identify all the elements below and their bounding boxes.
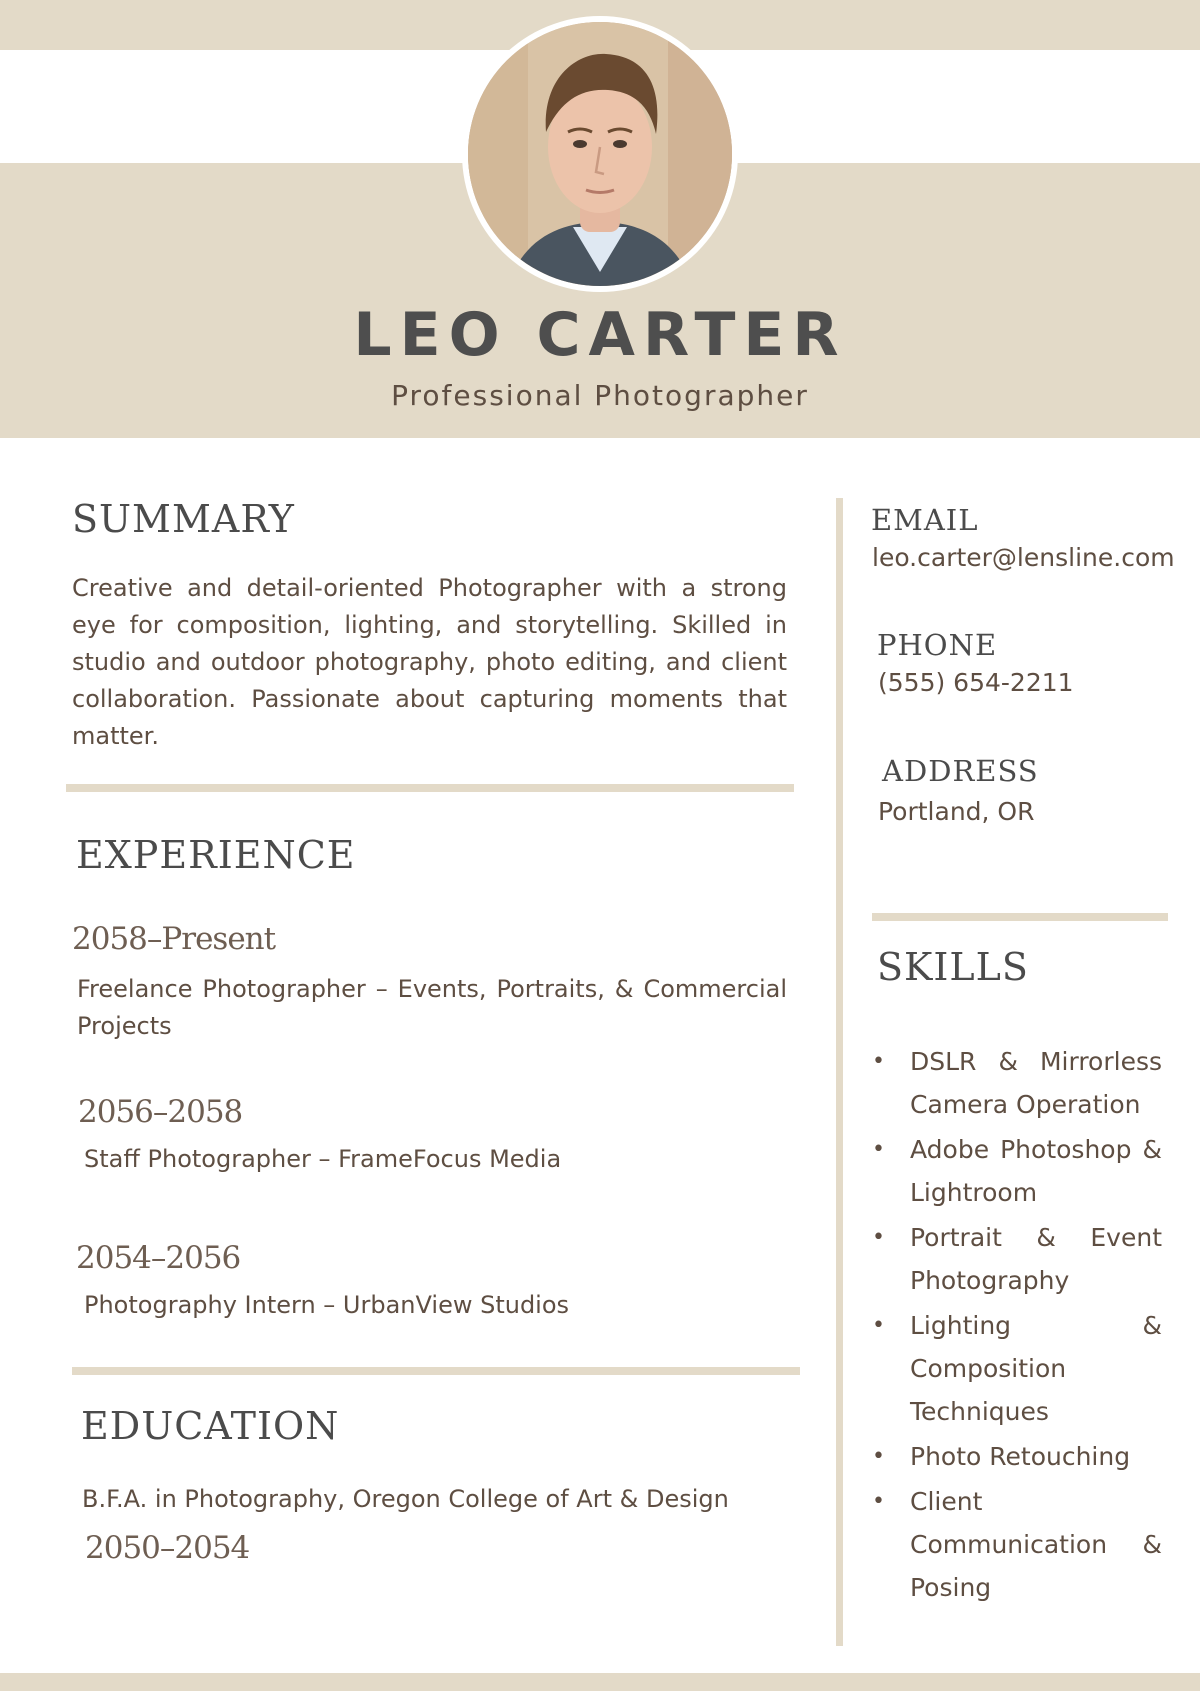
address-label: ADDRESS — [882, 754, 1039, 788]
experience-role: Freelance Photographer – Events, Portraits, & Commercial Projects — [77, 975, 787, 1040]
bottom-band — [0, 1673, 1200, 1691]
bullet-icon: • — [872, 1313, 885, 1338]
skill-item — [870, 1304, 1162, 1433]
education-date: 2050–2054 — [85, 1530, 250, 1566]
education-heading: EDUCATION — [81, 1404, 340, 1448]
summary-divider — [66, 784, 794, 792]
portrait-illustration — [468, 22, 732, 286]
column-divider — [836, 498, 843, 1646]
experience-date: 2056–2058 — [78, 1094, 243, 1130]
experience-date: 2054–2056 — [76, 1240, 241, 1276]
experience-role: Photography Intern – UrbanView Studios — [84, 1291, 570, 1319]
email-label: EMAIL — [871, 503, 979, 537]
bullet-icon: • — [872, 1225, 885, 1250]
bullet-icon: • — [872, 1049, 885, 1074]
contact-divider — [872, 913, 1168, 921]
profile-photo-frame — [462, 16, 738, 292]
phone-value: (555) 654-2211 — [878, 668, 1074, 697]
education-degree: B.F.A. in Photography, Oregon College of Art & Design — [82, 1485, 729, 1513]
address-value: Portland, OR — [878, 797, 1035, 826]
skill-item — [870, 1040, 1162, 1126]
skill-text: Portrait & Event Photography — [910, 1223, 1162, 1295]
experience-heading: EXPERIENCE — [76, 833, 356, 877]
email-value: leo.carter@lensline.com — [872, 543, 1175, 572]
skill-text: Client Communication & Posing — [910, 1487, 1162, 1602]
experience-role: Staff Photographer – FrameFocus Media — [84, 1145, 562, 1173]
summary-text: Creative and detail-oriented Photographer with a strong eye for composition, lighting, and storytelling. Skilled in studio and outdoor photography, photo editing, and client collaboration. Passionate about capturing moments that matter. — [72, 574, 787, 750]
skill-item — [870, 1128, 1162, 1214]
bullet-icon: • — [872, 1444, 885, 1469]
candidate-title: Professional Photographer — [391, 379, 809, 412]
experience-divider — [72, 1367, 800, 1375]
phone-label: PHONE — [877, 628, 998, 662]
skill-text: Photo Retouching — [910, 1442, 1131, 1471]
experience-date: 2058–Present — [72, 921, 276, 957]
bullet-icon: • — [872, 1137, 885, 1162]
skill-item — [870, 1216, 1162, 1302]
skills-heading: SKILLS — [877, 945, 1029, 989]
skills-list — [870, 1040, 1162, 1611]
skill-item — [870, 1435, 1162, 1478]
bullet-icon: • — [872, 1489, 885, 1514]
skill-text: Lighting & Composition Techniques — [910, 1311, 1162, 1426]
skill-text: Adobe Photoshop & Lightroom — [910, 1135, 1162, 1207]
skill-item — [870, 1480, 1162, 1609]
candidate-name: LEO CARTER — [353, 300, 847, 370]
skill-text: DSLR & Mirrorless Camera Operation — [910, 1047, 1162, 1119]
profile-photo — [468, 22, 732, 286]
summary-heading: SUMMARY — [72, 497, 295, 541]
